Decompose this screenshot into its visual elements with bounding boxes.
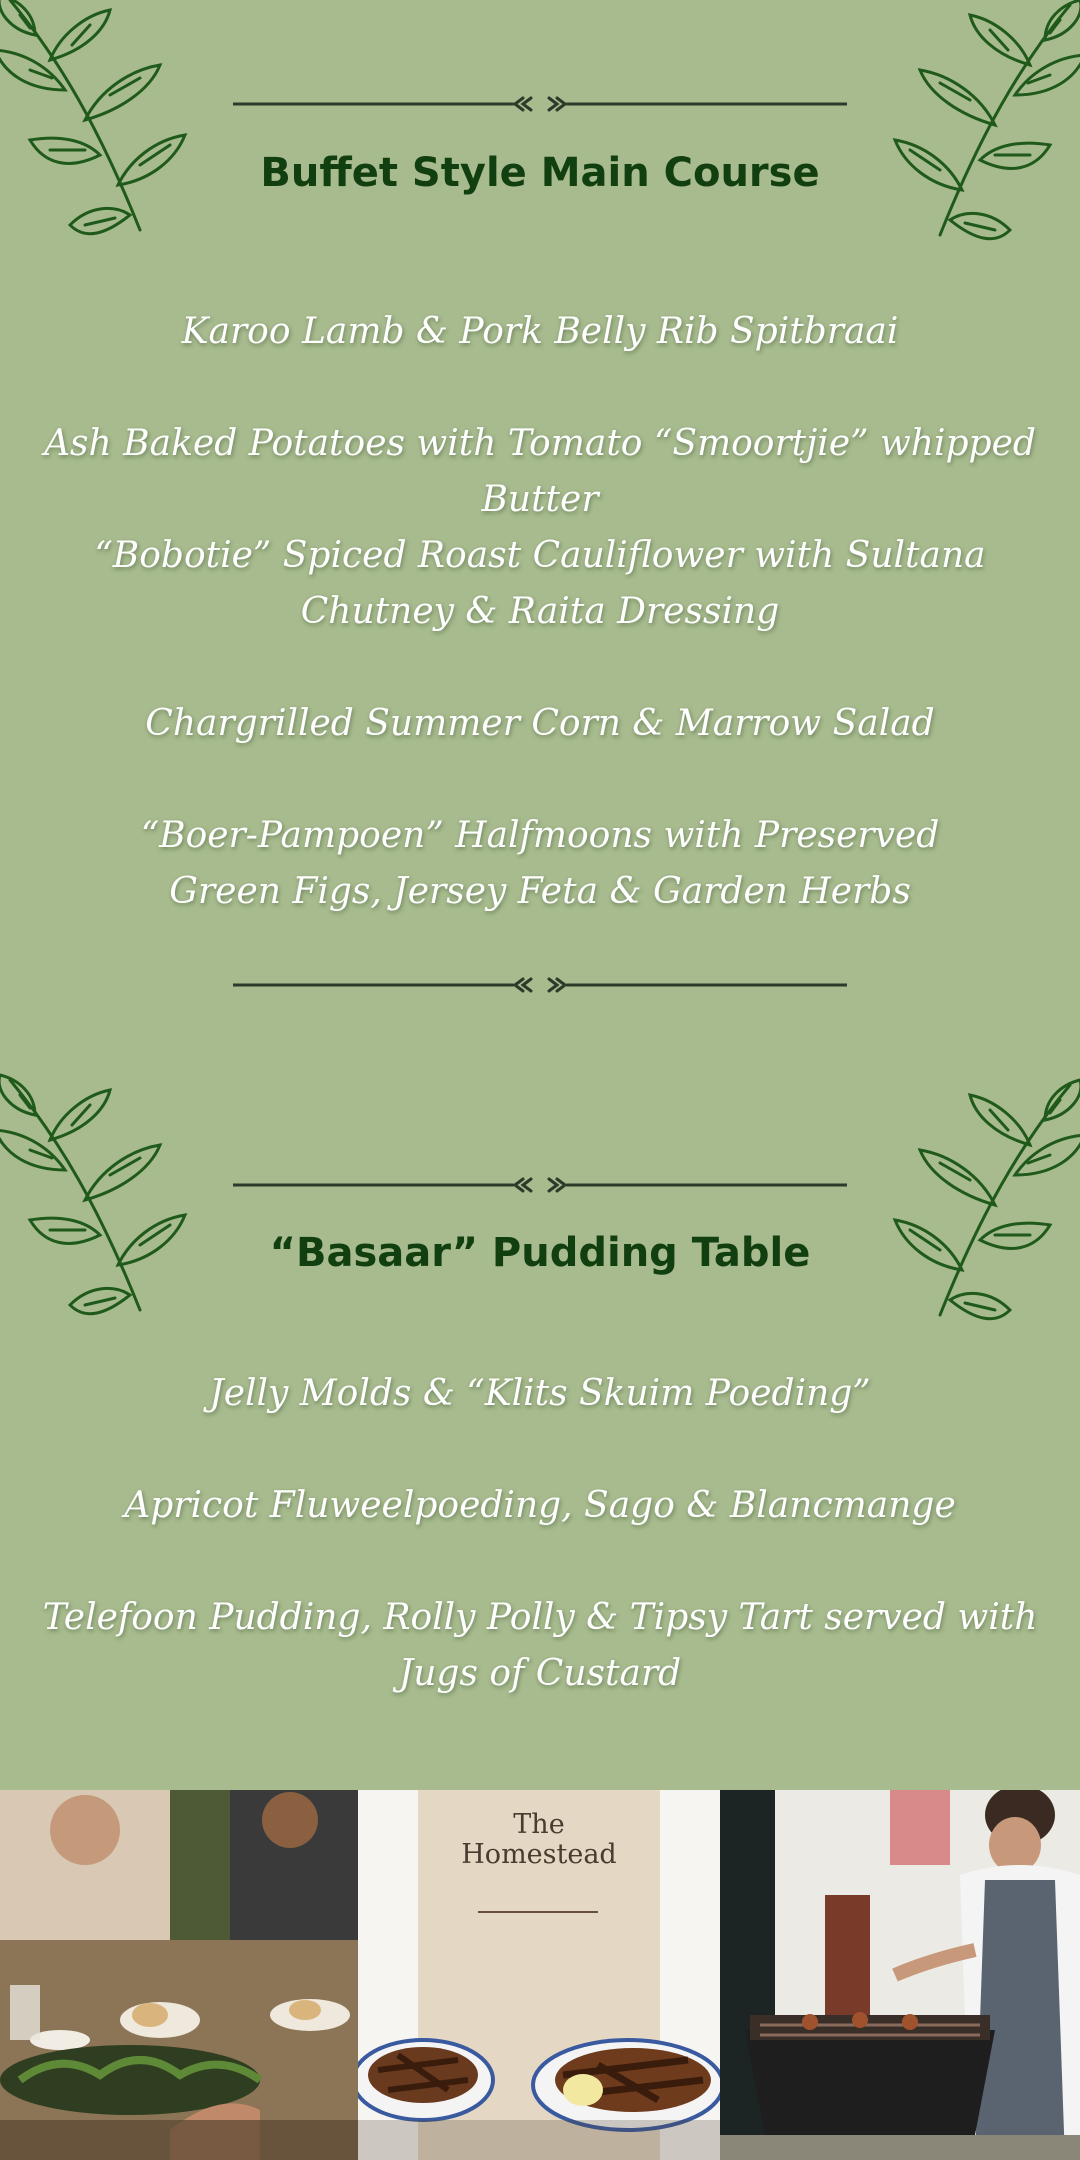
menu-item: Jelly Molds & “Klits Skuim Poeding”: [209, 1373, 871, 1414]
apron-logo-line1: The: [513, 1809, 565, 1840]
leaf-decoration-icon: [0, 1070, 190, 1340]
main-course-heading: Buffet Style Main Course: [260, 150, 820, 196]
ornamental-divider: [233, 94, 847, 114]
chef-grill-photo: [720, 1790, 1080, 2160]
menu-item: Telefoon Pudding, Rolly Polly & Tipsy Tart served with Jugs of Custard: [42, 1597, 1038, 1694]
dining-table-photo: [0, 1790, 358, 2160]
photo-strip: [0, 1790, 1080, 2160]
leaf-decoration-icon: [890, 1075, 1080, 1345]
leaf-decoration-icon: [890, 0, 1080, 265]
menu-item: “Boer-Pampoen” Halfmoons with Preserved Green Figs, Jersey Feta & Garden Herbs: [140, 815, 940, 912]
menu-item: “Bobotie” Spiced Roast Cauliflower with Sultana Chutney & Raita Dressing: [94, 535, 986, 632]
menu-item: Ash Baked Potatoes with Tomato “Smoortjie” whipped Butter: [44, 423, 1036, 520]
ornamental-divider: [233, 1175, 847, 1195]
menu-item: Chargrilled Summer Corn & Marrow Salad: [145, 703, 935, 744]
menu-item: Karoo Lamb & Pork Belly Rib Spitbraai: [181, 311, 899, 352]
leaf-decoration-icon: [0, 0, 190, 260]
menu-item: Apricot Fluweelpoeding, Sago & Blancmange: [124, 1485, 956, 1526]
homestead-apron-photo: [358, 1790, 720, 2160]
pudding-heading: “Basaar” Pudding Table: [269, 1230, 811, 1276]
ornamental-divider: [233, 975, 847, 995]
apron-logo-line2: Homestead: [461, 1839, 617, 1870]
